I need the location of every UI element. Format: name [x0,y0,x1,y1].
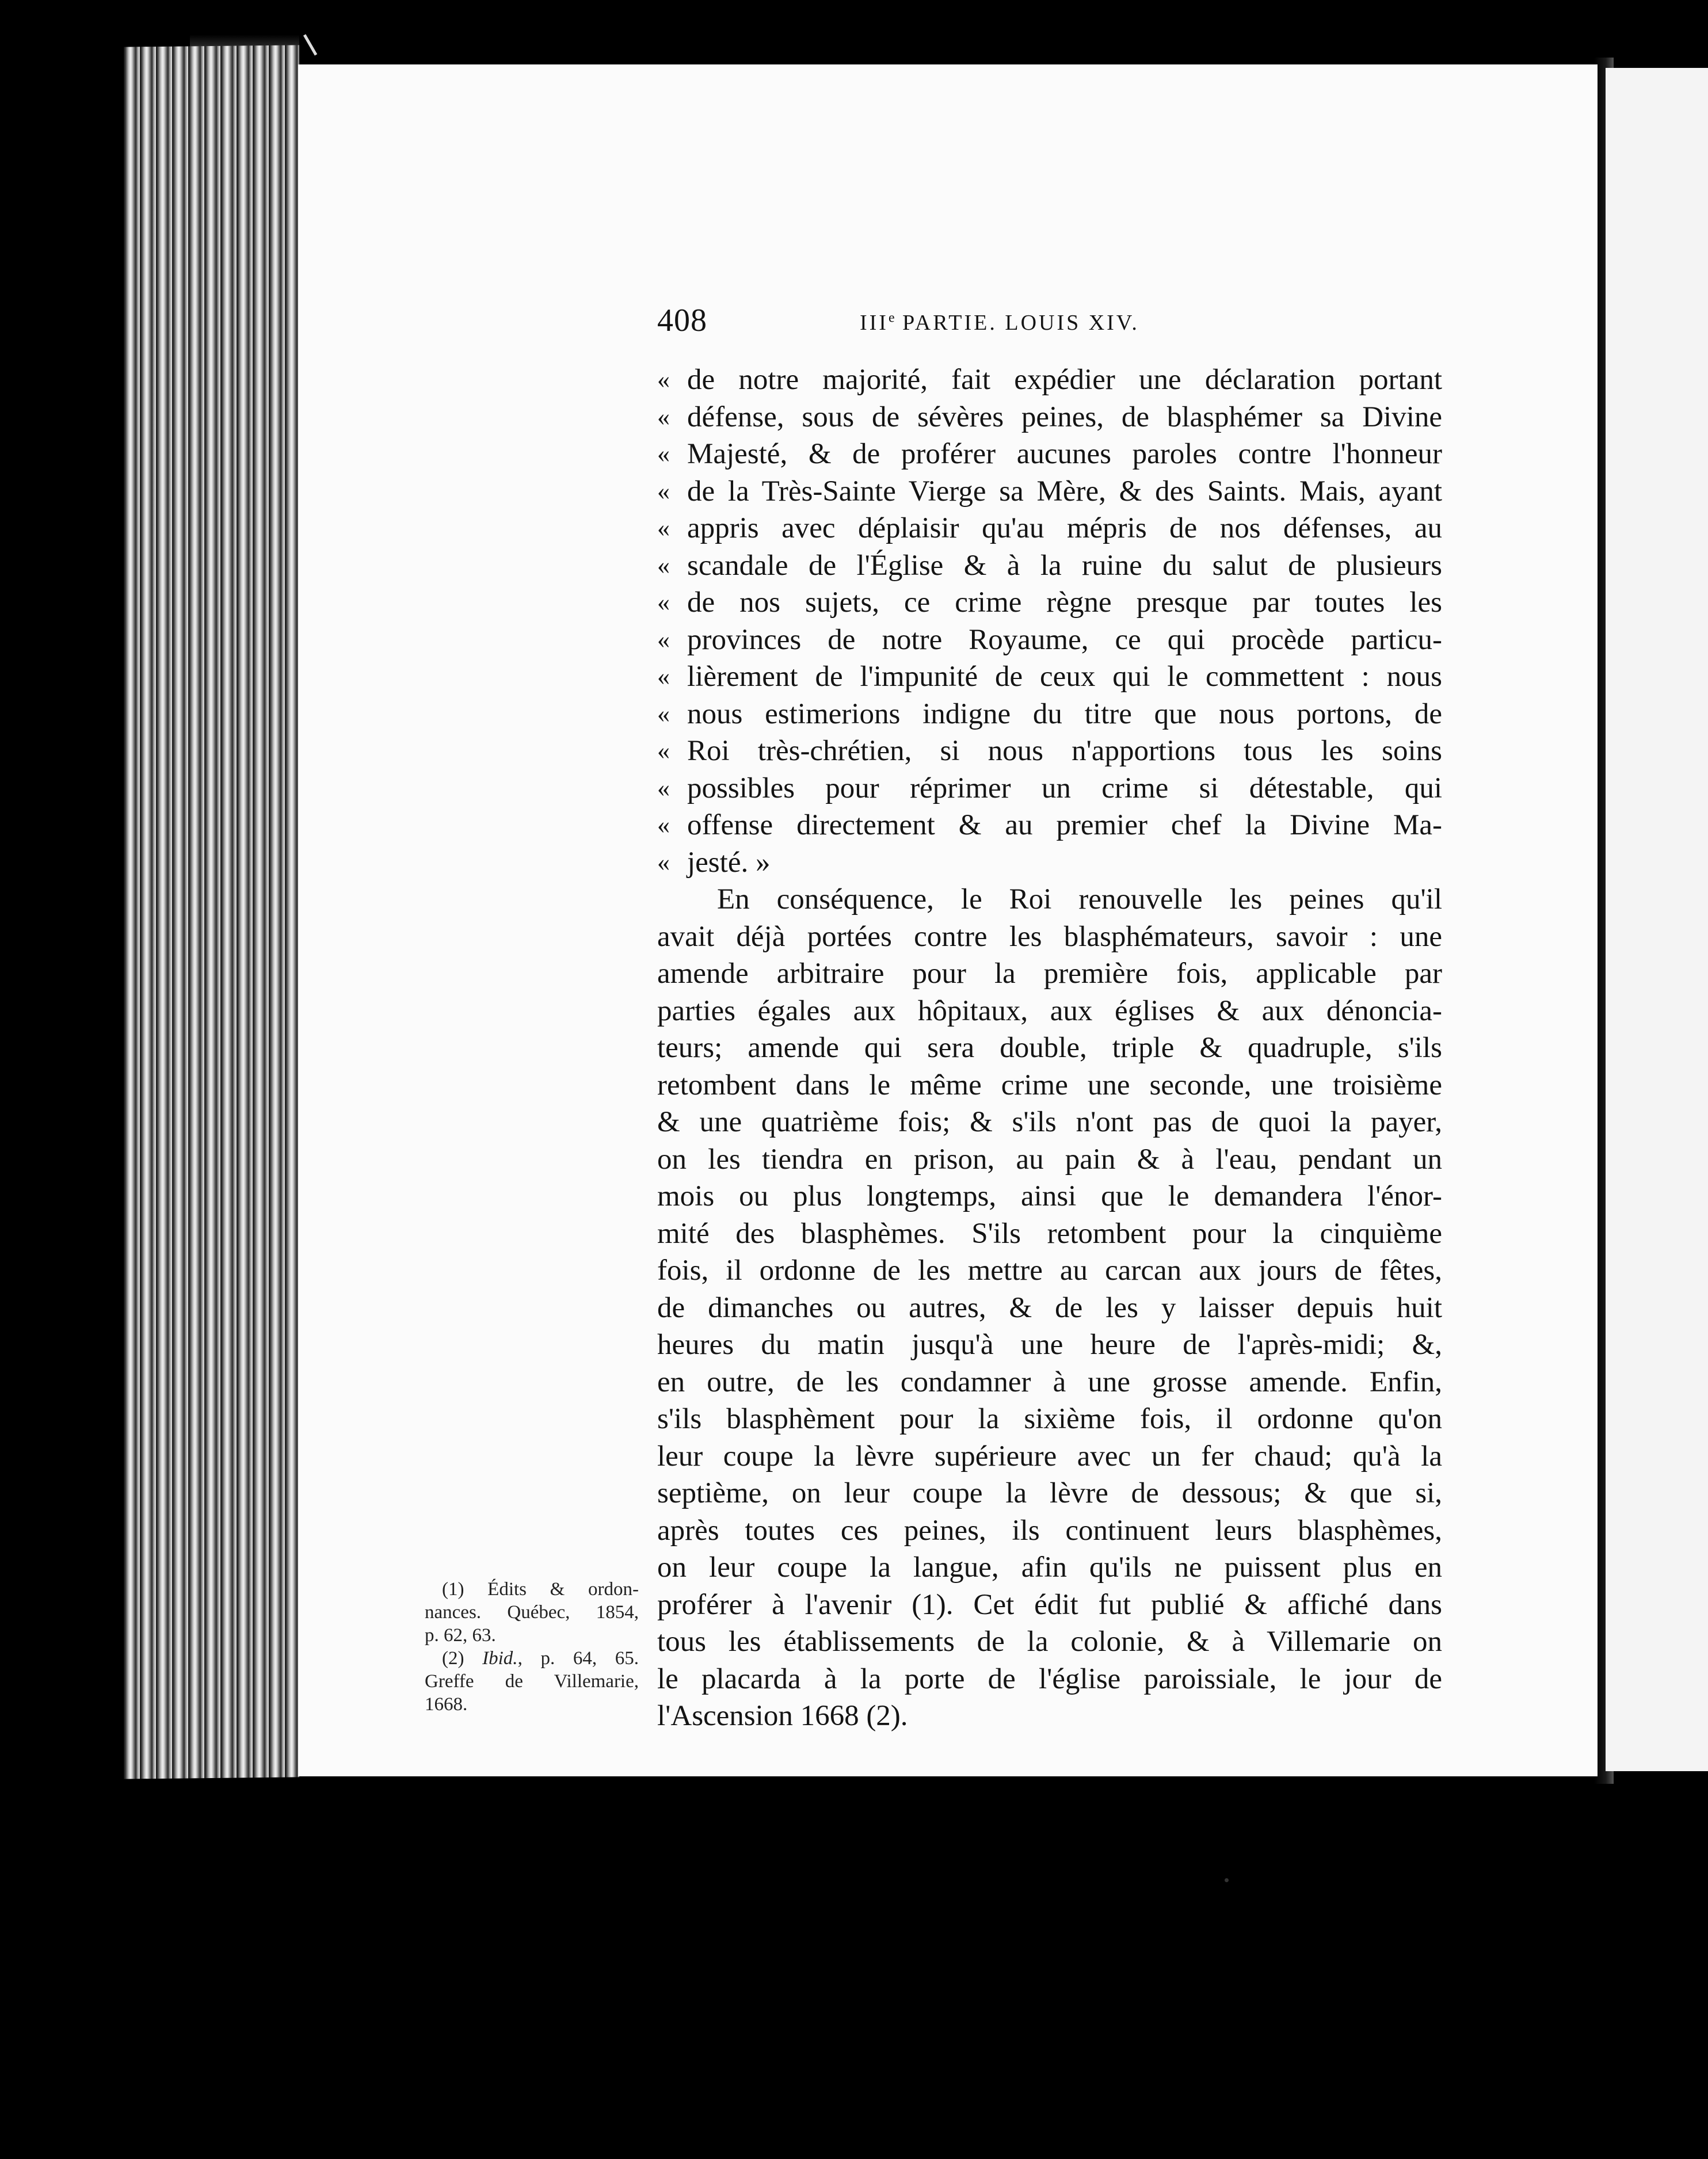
paragraph-line: retombent dans le même crime une seconde, une troisième [657,1069,1442,1101]
paragraph-line: avait déjà portées contre les blasphémateurs, savoir : une [657,920,1442,953]
paragraph-line: leur coupe la lèvre supérieure avec un fer chaud; qu'à la [657,1440,1442,1473]
running-head [860,310,1139,335]
paragraph-line: amende arbitraire pour la première fois, applicable par [657,958,1442,990]
footnote-1 [425,1578,639,1647]
paragraph-line: mité des blasphèmes. S'ils retombent pour la cinquième [657,1217,1442,1250]
quote-line [657,361,1442,399]
footnote-line: 1668. [425,1694,468,1715]
footnote-line: Greffe de Villemarie, [425,1671,639,1692]
paragraph-line: teurs; amende qui sera double, triple & quadruple, s'ils [657,1032,1442,1064]
quote-line [657,436,1442,473]
quote-line-text: Majesté, & de proférer aucunes paroles contre l'honneur [687,438,1442,470]
footnote-2-pages: , p. 64, 65. [517,1648,639,1669]
quote-line [657,547,1442,585]
paragraph-line: parties égales aux hôpitaux, aux églises & aux dénoncia- [657,994,1442,1027]
paragraph-line: heures du matin jusqu'à une heure de l'après-midi; &, [657,1329,1442,1361]
next-page-sliver [1606,68,1708,1771]
quote-line-text: de nos sujets, ce crime règne presque par toutes les [687,586,1442,619]
footnotes [425,1578,639,1716]
paragraph-line: après toutes ces peines, ils continuent leurs blasphèmes, [657,1514,1442,1547]
paragraph-line: de dimanches ou autres, & de les y laisser depuis huit [657,1291,1442,1324]
paragraph-line: & une quatrième fois; & s'ils n'ont pas de quoi la payer, [657,1106,1442,1138]
quote-mark: « [657,737,670,765]
paragraph-line: on les tiendra en prison, au pain & à l'eau, pendant un [657,1143,1442,1176]
page-number: 408 [657,303,707,338]
quote-mark: « [657,699,670,728]
footnote-2 [425,1647,639,1716]
quote-line [657,621,1442,659]
quote-line-text: défense, sous de sévères peines, de blasphémer sa Divine [687,400,1442,433]
paragraph-line: tous les établissements de la colonie, & à Villemarie on [657,1626,1442,1658]
quote-line [657,399,1442,436]
footnote-line: p. 62, 63. [425,1625,496,1646]
quote-mark: « [657,848,670,876]
quote-line [657,658,1442,696]
quote-line [657,473,1442,510]
quote-line [657,770,1442,807]
book-page-edges [124,45,299,1779]
quote-line-text: lièrement de l'impunité de ceux qui le commettent : nous [687,661,1442,693]
quote-mark: « [657,625,670,654]
quote-line-text: jesté. » [687,846,771,879]
running-head-rest: PARTIE. LOUIS XIV. [894,311,1139,335]
quote-mark: « [657,440,670,468]
paragraph-line: fois, il ordonne de les mettre au carcan aux jours de fêtes, [657,1254,1442,1287]
paragraph-line: En conséquence, le Roi renouvelle les peines qu'il [717,883,1442,916]
quote-line [657,584,1442,621]
paragraph-line: septième, on leur coupe la lèvre de dessous; & que si, [657,1477,1442,1509]
running-head-prefix: III [860,311,889,335]
quote-mark: « [657,514,670,542]
quote-line-text: nous estimerions indigne du titre que nous portons, de [687,697,1442,730]
footnote-line [425,1647,639,1670]
ink-speck [1225,1878,1229,1882]
quote-line-text: de notre majorité, fait expédier une déclaration portant [687,364,1442,396]
paragraph-line: le placarda à la porte de l'église paroissiale, le jour de [657,1662,1442,1695]
footnote-2-rest [425,1670,639,1716]
quote-mark: « [657,811,670,839]
page-curl-mark [303,27,329,55]
quote-mark: « [657,476,670,505]
quote-line [657,844,1442,882]
quotation-block [657,361,1442,881]
quote-line-text: possibles pour réprimer un crime si détestable, qui [687,772,1442,804]
footnote-2-ibid: Ibid. [482,1648,518,1669]
quote-line-text: appris avec déplaisir qu'au mépris de nos défenses, au [687,512,1442,544]
quote-mark: « [657,551,670,579]
footnote-2-marker: (2) [442,1648,483,1669]
quote-mark: « [657,365,670,394]
running-head-sup: e [888,310,895,326]
quote-mark: « [657,588,670,616]
quote-mark: « [657,662,670,691]
footnote-line: nances. Québec, 1854, [425,1602,639,1623]
quote-line-text: scandale de l'Église & à la ruine du salut de plusieurs [687,549,1442,582]
quote-line-text: de la Très-Sainte Vierge sa Mère, & des Saints. Mais, ayant [687,475,1442,508]
paragraph-line: mois ou plus longtemps, ainsi que le demandera l'énor- [657,1180,1442,1212]
paragraph-line: en outre, de les condamner à une grosse amende. Enfin, [657,1365,1442,1398]
paragraph-line: s'ils blasphèment pour la sixième fois, il ordonne qu'on [657,1403,1442,1435]
quote-line-text: provinces de notre Royaume, ce qui procède particu- [687,623,1442,656]
quote-line-text: Roi très-chrétien, si nous n'apportions tous les soins [687,735,1442,767]
quote-line [657,733,1442,770]
footnote-line: (1) Édits & ordon- [442,1579,639,1600]
quote-line [657,696,1442,733]
quote-line [657,510,1442,547]
quote-line-text: offense directement & au premier chef la Divine Ma- [687,809,1442,841]
page-header [657,302,1233,342]
paragraph-line: l'Ascension 1668 (2). [657,1700,908,1732]
quote-mark: « [657,773,670,802]
paragraph-line: on leur coupe la langue, afin qu'ils ne puissent plus en [657,1551,1442,1584]
paragraph-line: proférer à l'avenir (1). Cet édit fut publié & affiché dans [657,1588,1442,1621]
quote-mark: « [657,402,670,431]
paragraph-block [657,881,1442,1735]
body-text [657,361,1442,1735]
quote-line [657,807,1442,844]
